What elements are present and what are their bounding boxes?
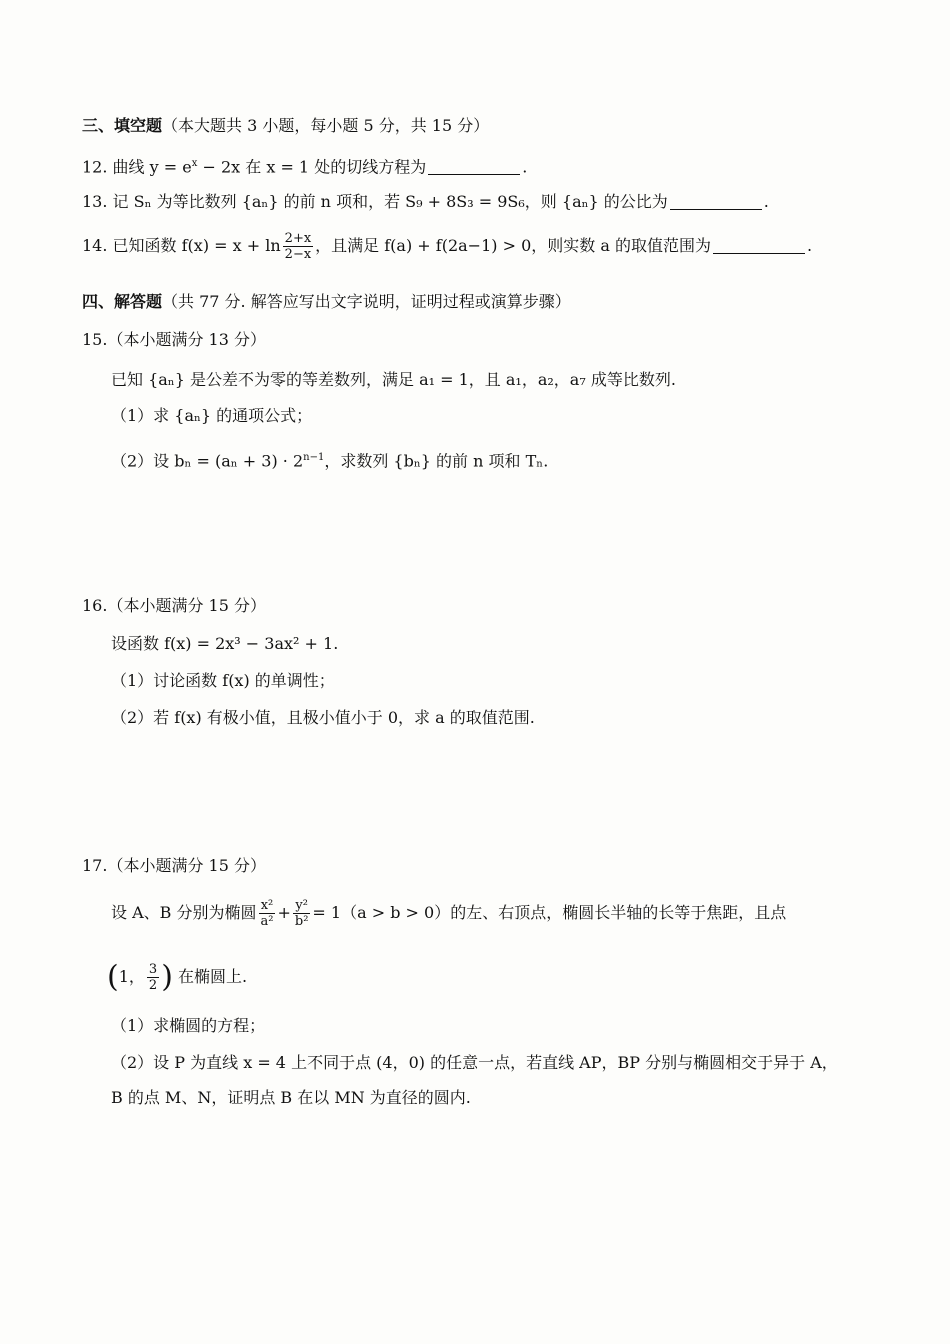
section-3-heading: [82, 114, 489, 138]
question-14: [82, 231, 812, 262]
q17-frac-y: [293, 898, 311, 929]
question-12: [82, 152, 527, 179]
q14-text-b: ，且满足 f(a) + f(2a−1) > 0，则实数 a 的取值范围为: [315, 236, 711, 255]
q17-right-paren: ): [161, 959, 173, 995]
q17-header: 17.（本小题满分 15 分）: [82, 856, 266, 875]
q17-left-paren: (: [107, 959, 119, 995]
q14-number: 14.: [82, 236, 108, 255]
question-13: [82, 190, 769, 214]
q17-f2-den: b²: [294, 914, 309, 929]
q13-number: 13.: [82, 192, 108, 211]
q12-text-a: 曲线 y = e: [112, 157, 192, 177]
q13-end: .: [763, 192, 769, 211]
q17-frac-x: [259, 898, 276, 929]
q17-point-b: 在椭圆上.: [178, 967, 248, 986]
q15-stem: 已知 {aₙ} 是公差不为零的等差数列，满足 a₁ = 1，且 a₁，a₂，a₇ 成等比数列.: [111, 370, 676, 389]
section-3-note: （本大题共 3 小题，每小题 5 分，共 15 分）: [162, 116, 490, 135]
q12-end: .: [522, 157, 528, 177]
q16-stem: 设函数 f(x) = 2x³ − 3ax² + 1.: [111, 634, 339, 653]
q15-part-2: [111, 446, 548, 473]
q17-stem-a: 设 A、B 分别为椭圆: [111, 903, 257, 922]
q15-p2-text-b: ，求数列 {bₙ} 的前 n 项和 Tₙ.: [324, 451, 549, 471]
q15-p2-text-a: （2）设 bₙ = (aₙ + 3) · 2: [111, 451, 304, 471]
q17-f1-num: x²: [259, 898, 276, 914]
q17-part-1: （1）求椭圆的方程；: [111, 1016, 266, 1035]
q16-header: 16.（本小题满分 15 分）: [82, 596, 266, 615]
q15-header: 15.（本小题满分 13 分）: [82, 330, 266, 349]
q16-part-1: （1）讨论函数 f(x) 的单调性；: [111, 671, 335, 690]
q14-text-a: 已知函数 f(x) = x + ln: [112, 236, 281, 255]
q17-f2-num: y²: [293, 898, 311, 914]
q17-pt-num: 3: [148, 962, 158, 977]
q17-stem-b: = 1（a > b > 0）的左、右顶点，椭圆长半轴的长等于焦距，且点: [312, 903, 787, 922]
q12-sup-x: x: [191, 158, 198, 169]
q14-frac-num: 2+x: [284, 231, 312, 246]
q14-answer-blank[interactable]: [713, 237, 805, 254]
q15-part-1: （1）求 {aₙ} 的通项公式；: [111, 406, 313, 425]
section-3-title: 三、填空题: [82, 116, 163, 135]
q14-frac-den: 2−x: [284, 247, 312, 262]
q16-part-2: （2）若 f(x) 有极小值，且极小值小于 0，求 a 的取值范围.: [111, 708, 535, 727]
q12-text-b: − 2x 在 x = 1 处的切线方程为: [197, 157, 427, 177]
q15-p2-sup: n−1: [303, 452, 325, 463]
q12-number: 12.: [82, 157, 108, 177]
q17-stem: [111, 898, 786, 929]
q13-text: 记 Sₙ 为等比数列 {aₙ} 的前 n 项和，若 S₉ + 8S₃ = 9S₆，则 {aₙ} 的公比为: [112, 192, 668, 211]
section-4-heading: [82, 290, 571, 314]
q14-fraction: [283, 231, 314, 262]
q13-answer-blank[interactable]: [670, 193, 762, 210]
q17-pt-den: 2: [148, 978, 158, 993]
q12-answer-blank[interactable]: [428, 158, 520, 175]
q17-f1-den: a²: [260, 914, 274, 929]
section-4-note: （共 77 分. 解答应写出文字说明，证明过程或演算步骤）: [162, 292, 571, 311]
q17-part-2-line-1: （2）设 P 为直线 x = 4 上不同于点 (4，0) 的任意一点，若直线 AP，BP 分别与椭圆相交于异于 A，: [111, 1053, 838, 1072]
q17-point-line: [107, 959, 248, 995]
q17-part-2-line-2: B 的点 M、N，证明点 B 在以 MN 为直径的圆内.: [111, 1088, 471, 1107]
section-4-title: 四、解答题: [82, 292, 163, 311]
q17-plus: +: [277, 903, 291, 922]
q17-point-a: 1，: [118, 967, 145, 986]
q17-point-frac: [147, 962, 159, 993]
q14-end: .: [806, 236, 813, 255]
